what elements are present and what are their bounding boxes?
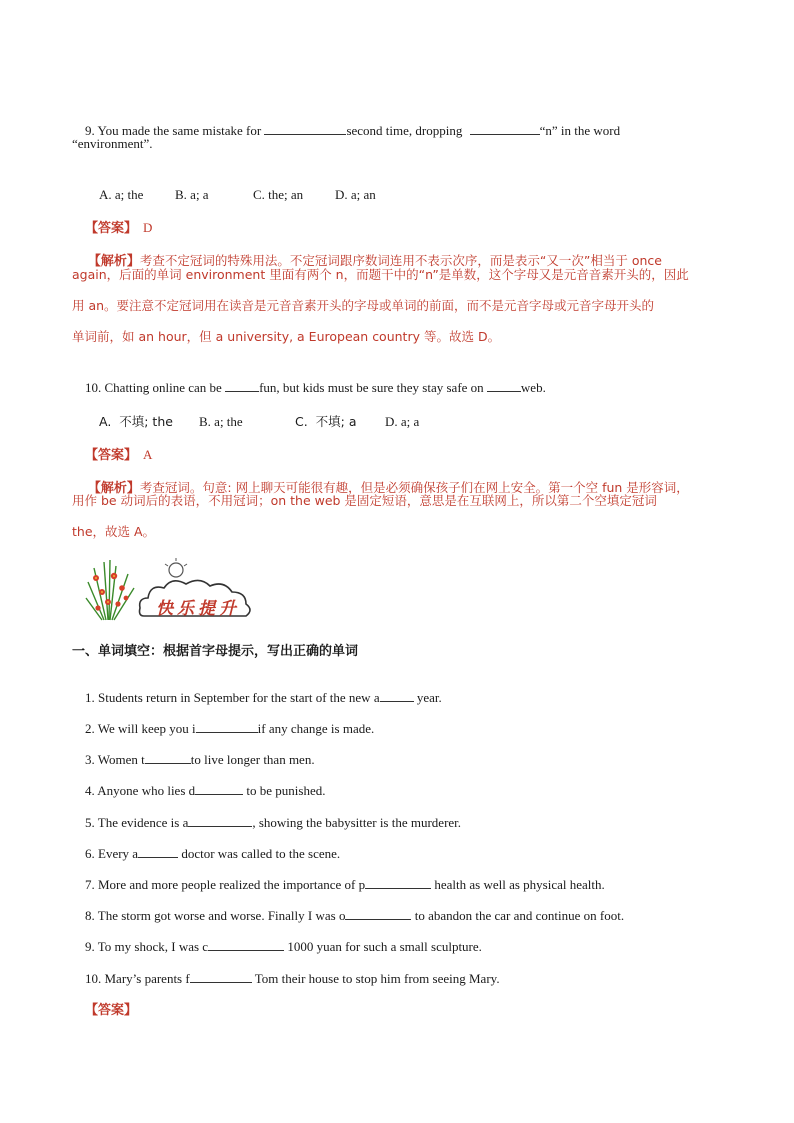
fill-item-10-blank[interactable] <box>190 970 252 983</box>
fill-item-8-pre: 8. The storm got worse and worse. Finally I was o <box>85 908 346 923</box>
q10-answer-value: A <box>143 447 153 462</box>
q10-option-b: B. a; the <box>199 414 243 429</box>
fill-item-2-post: if any change is made. <box>257 721 375 736</box>
fill-item-10-pre: 10. Mary’s parents f <box>85 971 190 986</box>
q9-analysis-text-1: 考查不定冠词的特殊用法。不定冠词跟序数词连用不表示次序，而是表示“又一次”相当于 once <box>139 253 662 268</box>
q9-option-d: D. a; an <box>335 187 376 202</box>
q10-analysis-2: 用作 be 动词后的表语，不用冠词；on the web 是固定短语，意思是在互联网上，所以第二个空填定冠词 <box>72 493 657 508</box>
fill-item-4-post: to be punished. <box>243 783 326 798</box>
fill-item-9-blank[interactable] <box>208 938 284 951</box>
q9-analysis-label: 【解析】 <box>87 254 140 269</box>
fill-answer-label: 【答案】 <box>85 1003 138 1018</box>
fill-item-4-pre: 4. Anyone who lies d <box>85 783 196 798</box>
q10-stem-pre: 10. Chatting online can be <box>85 380 226 395</box>
q10-stem-post: web. <box>520 380 546 395</box>
q10-stem-mid: fun, but kids must be sure they stay safe on <box>259 380 487 395</box>
fill-item-6-post: doctor was called to the scene. <box>178 846 341 861</box>
q10-option-a: A. 不填; the <box>99 414 173 429</box>
fill-item-10-post: Tom their house to stop him from seeing Mary. <box>251 971 500 986</box>
q9-option-c: C. the; an <box>253 187 304 202</box>
section-banner <box>84 558 274 622</box>
q9-blank-2[interactable] <box>470 122 540 135</box>
fill-item-5-pre: 5. The evidence is a <box>85 815 189 830</box>
fill-answer <box>72 983 137 1038</box>
q9-analysis-2: again，后面的单词 environment 里面有两个 n，而题干中的“n”是单数，这个字母又是元音音素开头的，因此 <box>72 267 689 282</box>
q9-stem-pre: 9. You made the same mistake for <box>85 123 265 138</box>
fill-item-2-pre: 2. We will keep you i <box>85 721 196 736</box>
fill-item-8-post: to abandon the car and continue on foot. <box>411 908 625 923</box>
fill-item-3-blank[interactable] <box>145 751 191 764</box>
fill-item-7-post: health as well as physical health. <box>431 877 605 892</box>
fill-item-4-blank[interactable] <box>195 782 243 795</box>
q10-blank-1[interactable] <box>225 379 259 392</box>
q9-answer-value: D <box>143 220 153 235</box>
fill-item-3-post: to live longer than men. <box>190 752 315 767</box>
fill-item-1-post: year. <box>413 690 442 705</box>
q10-analysis-label: 【解析】 <box>87 481 140 496</box>
fill-item-1-blank[interactable] <box>380 689 414 702</box>
banner-title: 快乐提升 <box>156 599 240 619</box>
q10-answer-label: 【答案】 <box>85 448 138 463</box>
fill-item-2-blank[interactable] <box>196 720 258 733</box>
q9-stem <box>72 104 620 158</box>
q9-stem-line2: “environment”. <box>72 136 153 151</box>
fill-item-9-pre: 9. To my shock, I was c <box>85 939 209 954</box>
fill-item-9-post: 1000 yuan for such a small sculpture. <box>284 939 482 954</box>
q9-analysis-4: 单词前，如 an hour，但 a university, a European country 等。故选 D。 <box>72 329 501 344</box>
q10-analysis-3: the，故选 A。 <box>72 524 156 539</box>
q10-analysis-text-1: 考查冠词。句意: 网上聊天可能很有趣，但是必须确保孩子们在网上安全。第一个空 fun 是形容词， <box>139 480 689 495</box>
fill-item-5-blank[interactable] <box>188 814 252 827</box>
fill-item-5-post: , showing the babysitter is the murderer. <box>252 815 462 830</box>
fill-item-6-blank[interactable] <box>138 845 178 858</box>
fill-item-7-pre: 7. More and more people realized the importance of p <box>85 877 366 892</box>
q9-stem-mid: second time, dropping <box>346 123 466 138</box>
q10-option-c: C. 不填; a <box>295 414 357 429</box>
fill-item-8-blank[interactable] <box>345 907 411 920</box>
q9-analysis-3: 用 an。要注意不定冠词用在读音是元音音素开头的字母或单词的前面，而不是元音字母或元音字母开头的 <box>72 298 655 313</box>
q10-option-d: D. a; a <box>385 414 420 429</box>
fill-item-1-pre: 1. Students return in September for the start of the new a <box>85 690 380 705</box>
fill-item-7-blank[interactable] <box>365 876 431 889</box>
fill-item-6-pre: 6. Every a <box>85 846 139 861</box>
q9-option-b: B. a; a <box>175 187 209 202</box>
q10-blank-2[interactable] <box>487 379 521 392</box>
q9-blank-1[interactable] <box>264 122 346 135</box>
q9-answer-label: 【答案】 <box>85 221 138 236</box>
q9-option-a: A. a; the <box>99 187 144 202</box>
q9-stem-post: “n” in the word <box>539 123 621 138</box>
fill-item-3-pre: 3. Women t <box>85 752 145 767</box>
section-title: 一、单词填空：根据首字母提示，写出正确的单词 <box>72 644 359 659</box>
